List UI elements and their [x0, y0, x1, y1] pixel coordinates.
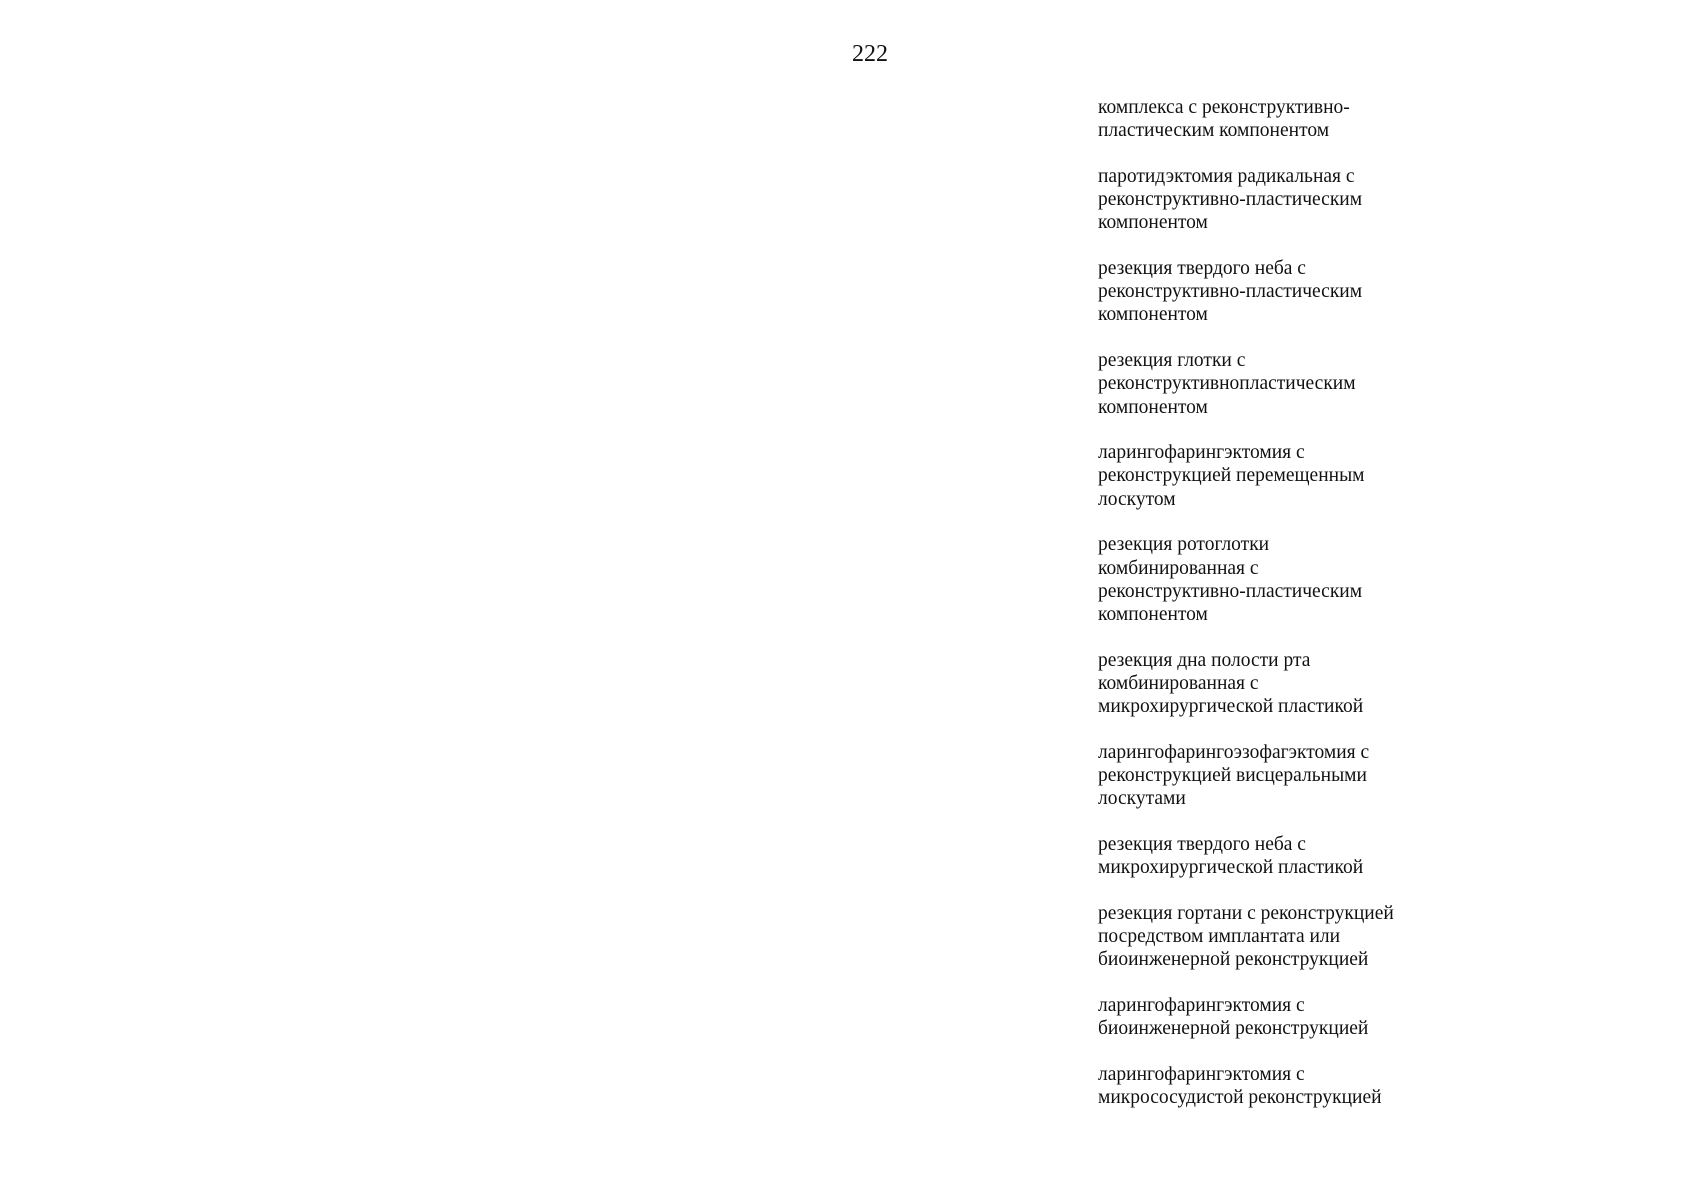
procedure-line: резекция твердого неба с	[1098, 258, 1306, 280]
procedure-line: лоскутами	[1098, 788, 1186, 810]
procedure-item	[1098, 741, 1518, 811]
procedure-item	[1098, 649, 1518, 719]
procedure-line: ларингофарингэктомия с	[1098, 1063, 1305, 1085]
procedure-line: посредством имплантата или	[1098, 925, 1341, 947]
procedure-line: комбинированная с	[1098, 557, 1259, 579]
procedure-line: лоскутом	[1098, 488, 1176, 510]
procedure-item	[1098, 349, 1518, 419]
procedure-line: биоинженерной реконструкцией	[1098, 949, 1369, 971]
procedure-line: ларингофарингэктомия с	[1098, 994, 1305, 1016]
procedure-line: реконструктивно-пластическим	[1098, 189, 1363, 211]
procedure-line: компонентом	[1098, 396, 1208, 418]
procedure-line: комплекса с реконструктивно-	[1098, 97, 1350, 118]
procedure-item	[1098, 1063, 1518, 1109]
procedure-item	[1098, 96, 1518, 142]
procedure-line: компонентом	[1098, 212, 1208, 234]
page-number: 222	[852, 41, 888, 67]
procedure-line: резекция гортани с реконструкцией	[1098, 902, 1394, 924]
procedure-line: пластическим компонентом	[1098, 120, 1330, 142]
procedure-line: реконструкцией висцеральными	[1098, 764, 1367, 786]
procedure-line: ларингофарингоэзофагэктомия с	[1098, 741, 1370, 763]
procedure-item	[1098, 165, 1518, 235]
procedure-line: реконструктивнопластическим	[1098, 373, 1356, 395]
procedure-line: паротидэктомия радикальная с	[1098, 165, 1355, 187]
procedure-line: реконструкцией перемещенным	[1098, 465, 1365, 487]
procedure-item	[1098, 902, 1518, 972]
procedure-line: биоинженерной реконструкцией	[1098, 1018, 1369, 1040]
procedure-line: компонентом	[1098, 304, 1208, 326]
procedure-line: комбинированная с	[1098, 672, 1259, 694]
procedure-line: микрососудистой реконструкцией	[1098, 1087, 1382, 1108]
procedure-item	[1098, 257, 1518, 327]
procedure-line: резекция дна полости рта	[1098, 649, 1311, 671]
procedure-line: реконструктивно-пластическим	[1098, 580, 1363, 602]
procedure-line: резекция ротоглотки	[1098, 534, 1270, 556]
procedure-line: микрохирургической пластикой	[1098, 696, 1364, 718]
procedure-item	[1098, 441, 1518, 511]
procedure-line: микрохирургической пластикой	[1098, 857, 1364, 879]
procedure-item	[1098, 994, 1518, 1040]
procedure-line: ларингофарингэктомия с	[1098, 442, 1305, 464]
procedure-list	[1098, 96, 1518, 1132]
procedure-line: реконструктивно-пластическим	[1098, 281, 1363, 303]
procedure-item	[1098, 533, 1518, 626]
procedure-line: резекция твердого неба с	[1098, 833, 1306, 855]
procedure-line: резекция глотки с	[1098, 350, 1246, 372]
procedure-line: компонентом	[1098, 603, 1208, 625]
procedure-item	[1098, 833, 1518, 879]
